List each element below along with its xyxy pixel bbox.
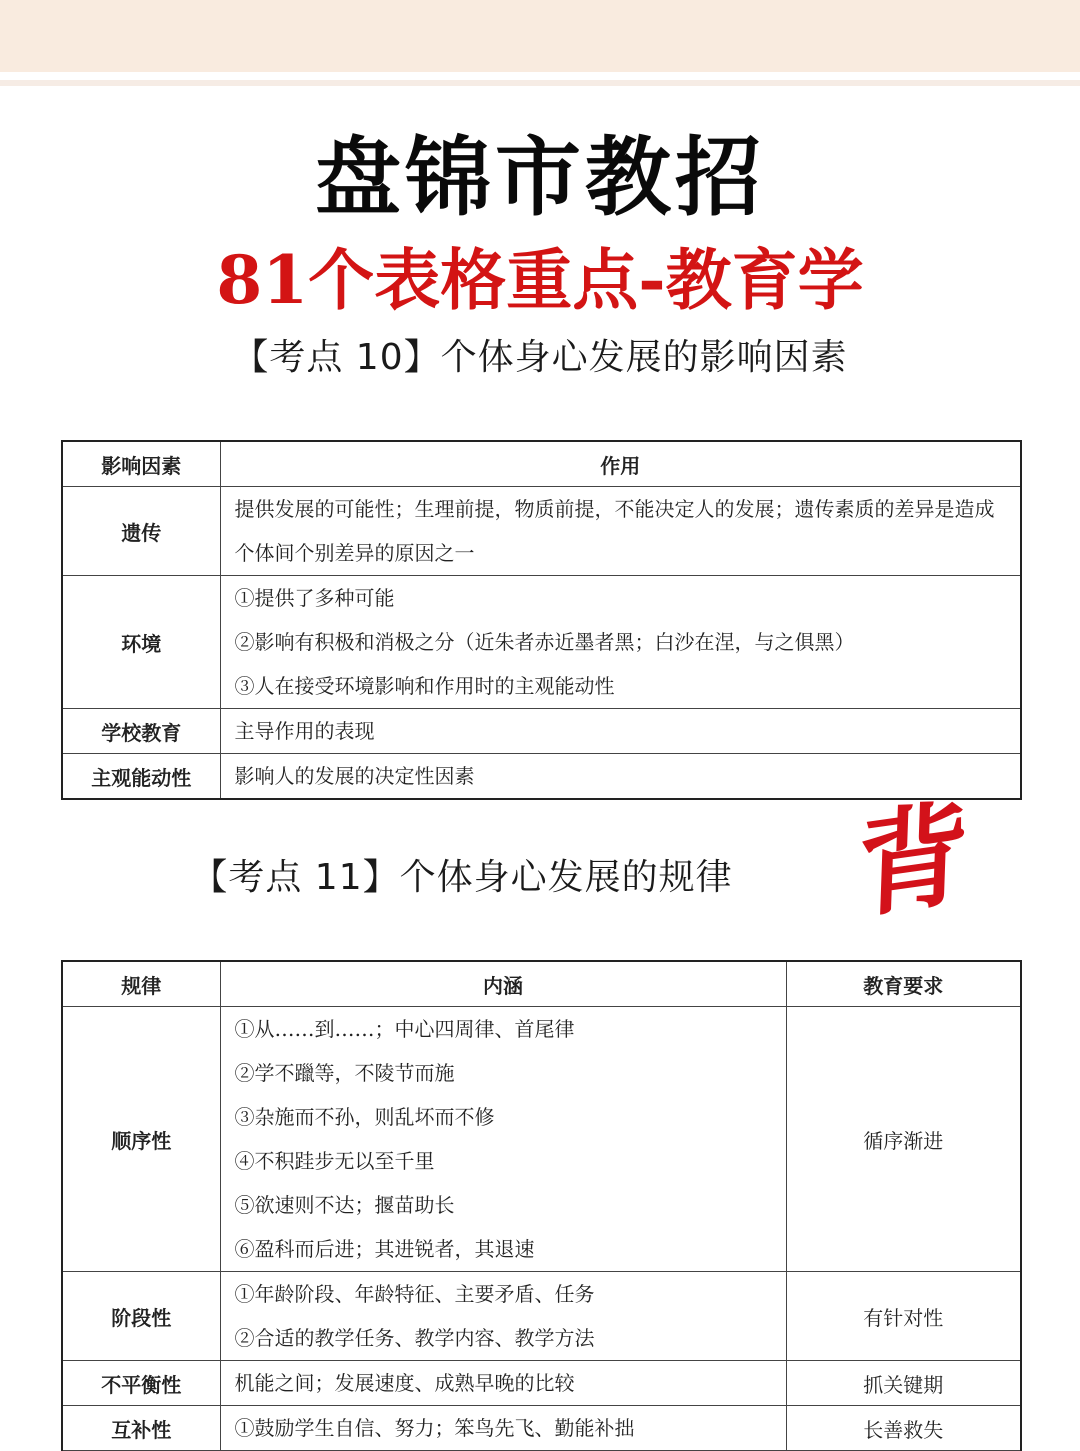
meaning-line: ①年龄阶段、年龄特征、主要矛盾、任务 (234, 1282, 595, 1306)
meaning-cell (220, 1007, 786, 1272)
factor-cell: 环境 (62, 576, 220, 709)
meaning-line: ③杂施而不孙，则乱坏而不修 (234, 1105, 495, 1129)
meaning-line: ⑤欲速则不达；揠苗助长 (234, 1193, 455, 1217)
influence-factors-table (61, 440, 1022, 800)
table-row (62, 487, 1021, 576)
memorize-stamp: 背 (855, 786, 971, 935)
table-row (62, 576, 1021, 709)
meaning-cell (220, 1361, 786, 1406)
factor-cell: 主观能动性 (62, 754, 220, 800)
factor-cell: 学校教育 (62, 709, 220, 754)
table-header-row (62, 961, 1021, 1007)
column-header-rule: 规律 (62, 961, 220, 1007)
factor-cell: 遗传 (62, 487, 220, 576)
rule-cell: 阶段性 (62, 1272, 220, 1361)
section-11-title: 【考点 11】个体身心发展的规律 (191, 857, 733, 898)
requirement-cell: 抓关键期 (786, 1361, 1021, 1406)
table-row (62, 1361, 1021, 1406)
meaning-line: ①从……到……；中心四周律、首尾律 (234, 1017, 575, 1041)
effect-text: 提供发展的可能性；生理前提，物质前提，不能决定人的发展；遗传素质的差异是造成个体间个别差异的原因之一 (234, 497, 995, 565)
table-row (62, 754, 1021, 800)
effect-line: ③人在接受环境影响和作用时的主观能动性 (234, 674, 615, 698)
requirement-cell: 长善救失 (786, 1406, 1021, 1451)
rule-cell: 互补性 (62, 1406, 220, 1451)
effect-line: ①提供了多种可能 (234, 586, 395, 610)
effect-cell (220, 754, 1021, 800)
requirement-cell: 有针对性 (786, 1272, 1021, 1361)
effect-line: 主导作用的表现 (234, 719, 375, 743)
effect-cell (220, 709, 1021, 754)
table-header-row (62, 441, 1021, 487)
meaning-line: ④不积跬步无以至千里 (234, 1149, 435, 1173)
page-title: 盘锦市教招 (315, 128, 765, 228)
meaning-line: ①鼓励学生自信、努力；笨鸟先飞、勤能补拙 (234, 1416, 635, 1440)
meaning-line: ②合适的教学任务、教学内容、教学方法 (234, 1326, 595, 1350)
table-row (62, 1272, 1021, 1361)
effect-cell (220, 487, 1021, 576)
top-divider (0, 80, 1080, 86)
effect-line: 影响人的发展的决定性因素 (234, 764, 475, 788)
requirement-cell: 循序渐进 (786, 1007, 1021, 1272)
table-row (62, 709, 1021, 754)
column-header-meaning: 内涵 (220, 961, 786, 1007)
section-10-title: 【考点 10】个体身心发展的影响因素 (232, 337, 848, 378)
meaning-cell (220, 1272, 786, 1361)
effect-line: ②影响有积极和消极之分（近朱者赤近墨者黑；白沙在涅，与之俱黑） (234, 630, 855, 654)
table-row (62, 1406, 1021, 1451)
effect-cell (220, 576, 1021, 709)
meaning-cell (220, 1406, 786, 1451)
rule-cell: 不平衡性 (62, 1361, 220, 1406)
top-band (0, 0, 1080, 72)
meaning-line: ②学不躐等，不陵节而施 (234, 1061, 455, 1085)
page-subtitle: 81个表格重点-教育学 (216, 241, 864, 319)
development-laws-table (61, 960, 1022, 1451)
rule-cell: 顺序性 (62, 1007, 220, 1272)
table-row (62, 1007, 1021, 1272)
column-header-effect: 作用 (220, 441, 1021, 487)
meaning-line: ⑥盈科而后进；其进锐者，其退速 (234, 1237, 535, 1261)
meaning-line: 机能之间；发展速度、成熟早晚的比较 (234, 1371, 575, 1395)
column-header-factor: 影响因素 (62, 441, 220, 487)
column-header-requirement: 教育要求 (786, 961, 1021, 1007)
